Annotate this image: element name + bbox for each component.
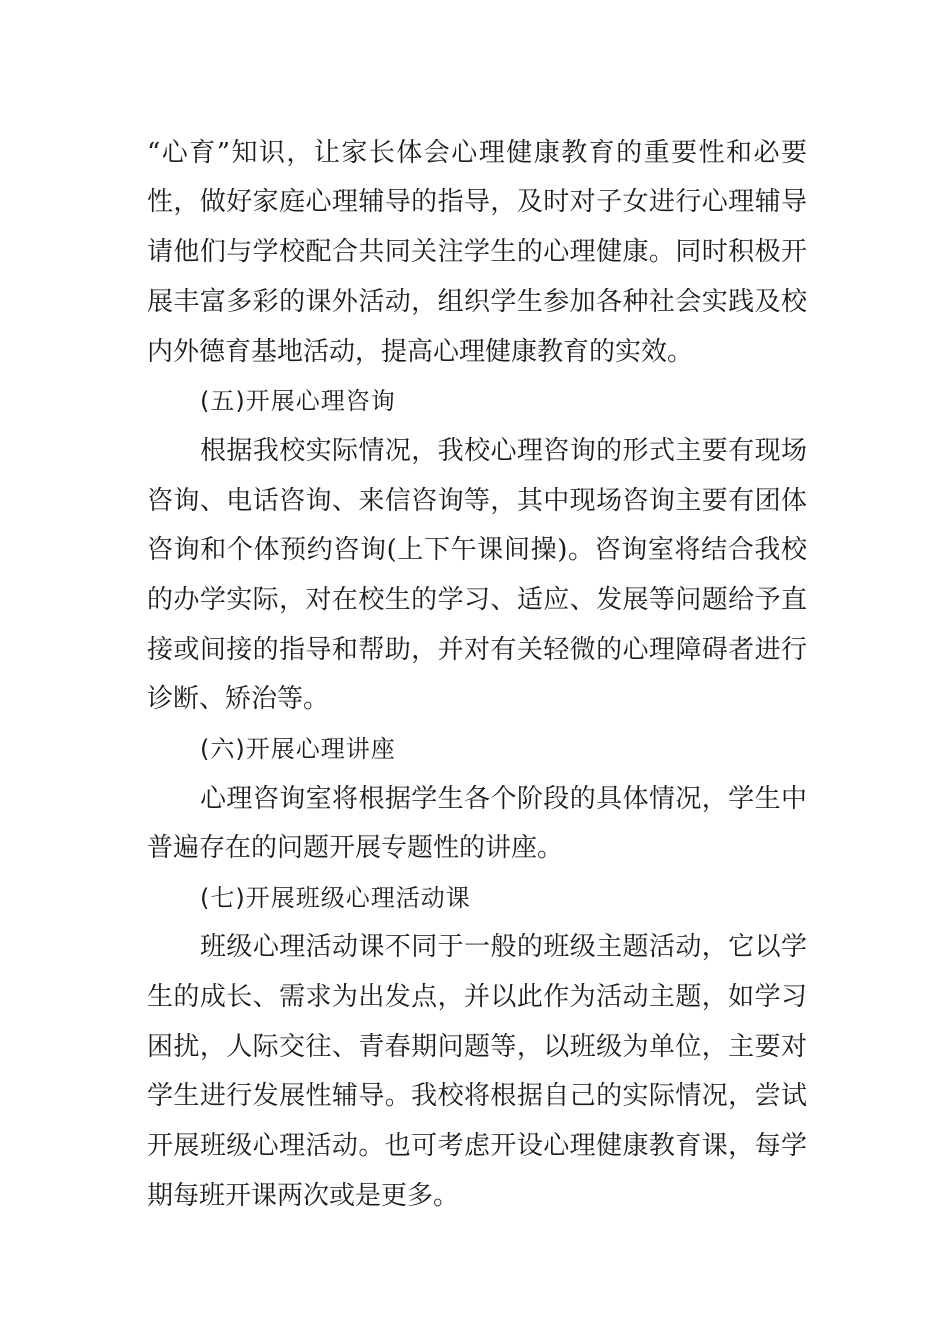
body-text-line: 咨询、电话咨询、来信咨询等，其中现场咨询主要有团体 — [147, 486, 807, 516]
body-text-line: 期每班开课两次或是更多。 — [147, 1181, 460, 1211]
body-text-line: 生的成长、需求为出发点，并以此作为活动主题，如学习 — [147, 982, 807, 1012]
paragraph-first-line: 班级心理活动课不同于一般的班级主题活动，它以学 — [200, 932, 807, 962]
body-text-line: 请他们与学校配合共同关注学生的心理健康。同时积极开 — [147, 237, 807, 267]
body-text-line: 普遍存在的问题开展专题性的讲座。 — [147, 833, 564, 863]
section-heading-5: (五)开展心理咨询 — [200, 387, 396, 415]
body-text-line: 内外德育基地活动，提高心理健康教育的实效。 — [147, 337, 694, 367]
paragraph-first-line: 根据我校实际情况，我校心理咨询的形式主要有现场 — [200, 436, 807, 466]
paragraph-first-line: 心理咨询室将根据学生各个阶段的具体情况，学生中 — [200, 784, 807, 814]
body-text-line: 的办学实际，对在校生的学习、适应、发展等问题给予直 — [147, 585, 807, 615]
body-text-line: 学生进行发展性辅导。我校将根据自己的实际情况，尝试 — [147, 1081, 807, 1111]
section-heading-6: (六)开展心理讲座 — [200, 735, 396, 763]
body-text-line: 困扰，人际交往、青春期问题等，以班级为单位，主要对 — [147, 1032, 807, 1062]
body-text-line: 咨询和个体预约咨询(上下午课间操)。咨询室将结合我校 — [147, 535, 807, 565]
body-text-line: 接或间接的指导和帮助，并对有关轻微的心理障碍者进行 — [147, 635, 807, 665]
section-heading-7: (七)开展班级心理活动课 — [200, 884, 471, 912]
body-text-line: 性，做好家庭心理辅导的指导，及时对子女进行心理辅导 — [147, 187, 807, 217]
body-text-line: 开展班级心理活动。也可考虑开设心理健康教育课，每学 — [147, 1131, 807, 1161]
body-text-line: “心育”知识，让家长体会心理健康教育的重要性和必要 — [147, 138, 807, 168]
body-text-line: 诊断、矫治等。 — [147, 684, 330, 714]
body-text-line: 展丰富多彩的课外活动，组织学生参加各种社会实践及校 — [147, 287, 807, 317]
